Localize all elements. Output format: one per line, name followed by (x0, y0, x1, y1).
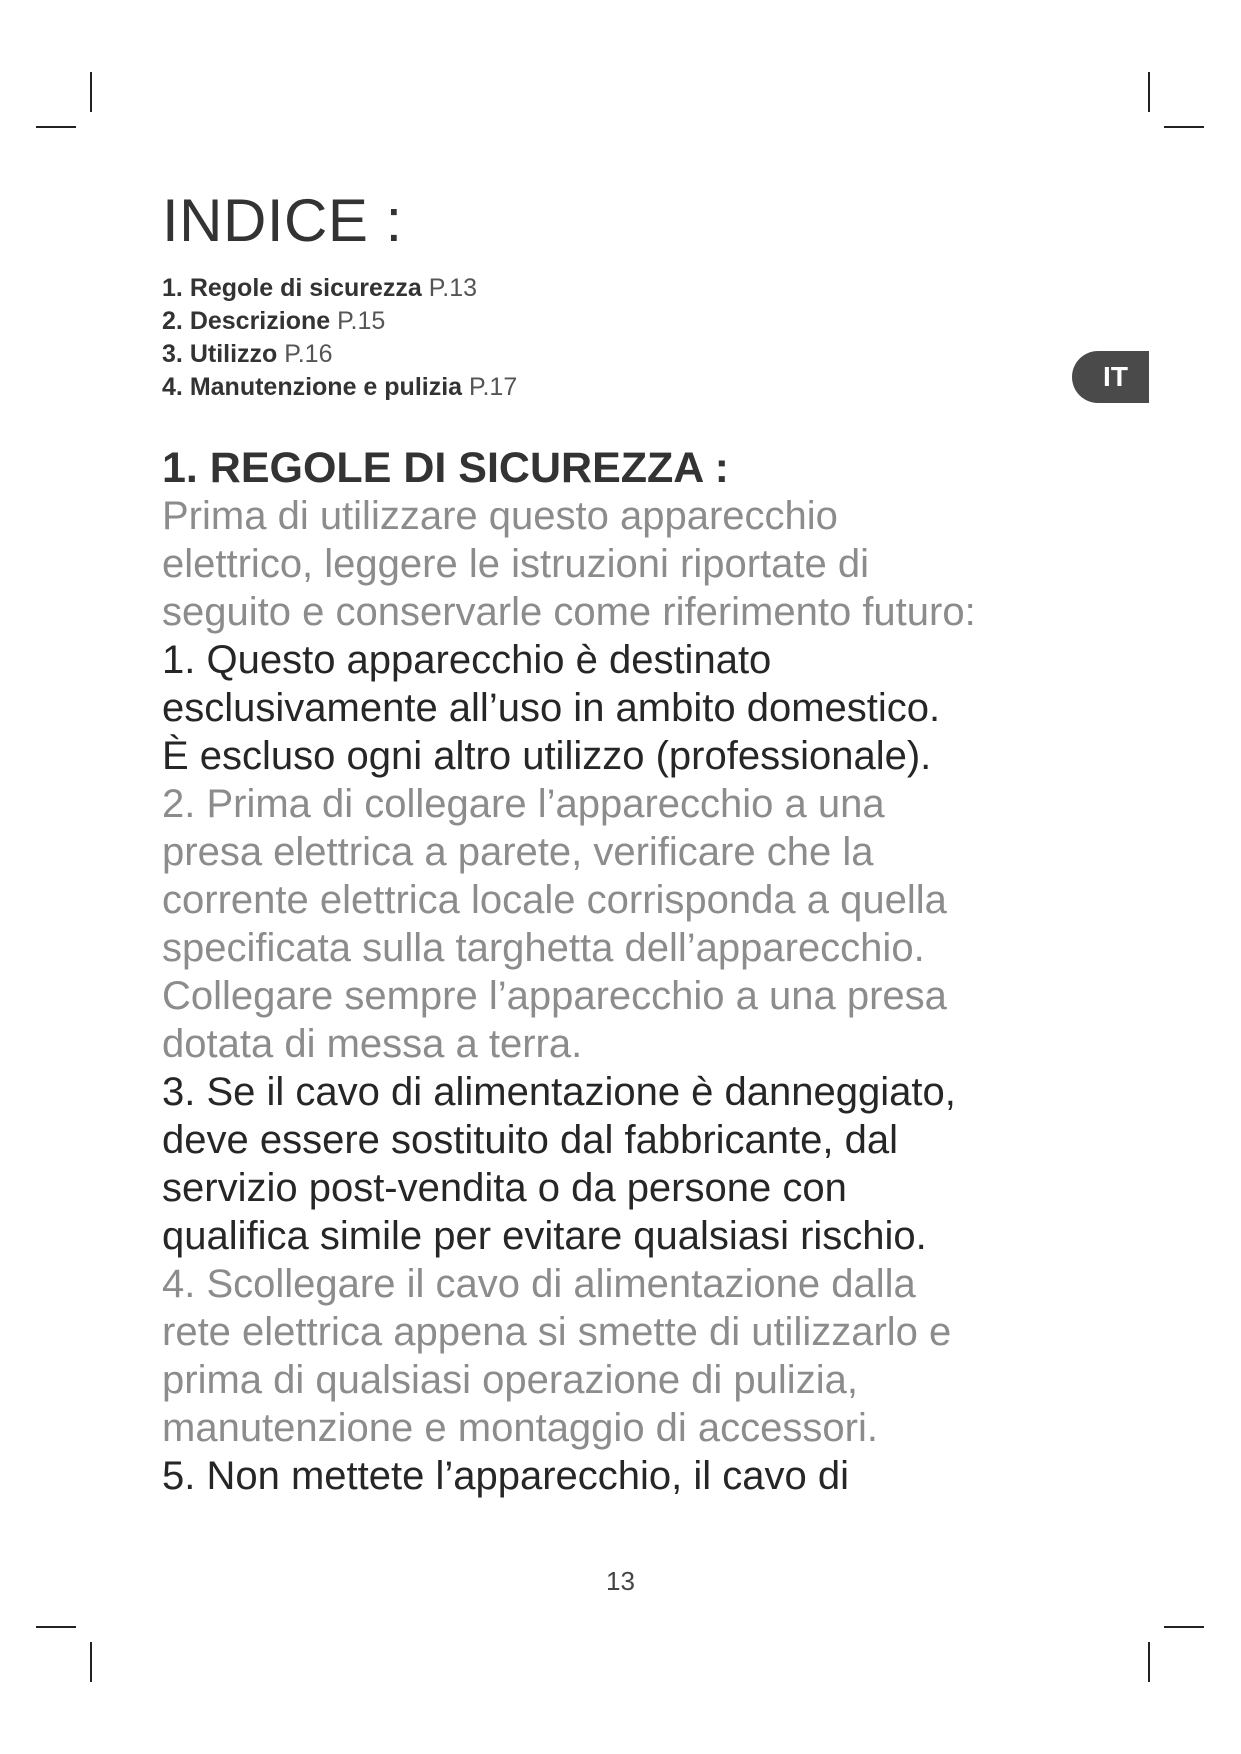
body-line: presa elettrica a parete, verificare che la (162, 830, 874, 874)
toc-entry[interactable] (162, 338, 517, 371)
crop-mark (90, 72, 92, 112)
body-line: seguito e conservarle come riferimento futuro: (162, 590, 976, 634)
body-line: Prima di utilizzare questo apparecchio (162, 494, 838, 538)
toc-page: P.13 (428, 274, 478, 302)
body-line: prima di qualsiasi operazione di pulizia, (162, 1358, 858, 1402)
toc-number: 1. (162, 274, 183, 302)
body-line: specificata sulla targhetta dell’apparecchio. (162, 926, 925, 970)
section-title: 1. REGOLE DI SICUREZZA : (162, 444, 729, 492)
toc-page: P.15 (337, 307, 386, 335)
body-line: servizio post-vendita o da persone con (162, 1166, 847, 1210)
toc-page: P.17 (469, 373, 518, 401)
body-line: rete elettrica appena si smette di utilizzarlo e (162, 1310, 952, 1354)
crop-mark (36, 126, 76, 128)
page-number: 13 (606, 1566, 635, 1596)
crop-mark (1148, 1642, 1150, 1682)
body-line: 4. Scollegare il cavo di alimentazione dalla (162, 1262, 916, 1306)
crop-mark (1148, 72, 1150, 112)
body-line: elettrico, leggere le istruzioni riportate di (162, 542, 870, 586)
crop-mark (1164, 1626, 1204, 1628)
body-line: corrente elettrica locale corrisponda a quella (162, 878, 947, 922)
crop-mark (90, 1642, 92, 1682)
toc-label: Manutenzione e pulizia (189, 373, 463, 401)
body-line: manutenzione e montaggio di accessori. (162, 1406, 878, 1450)
body-line: 3. Se il cavo di alimentazione è danneggiato, (162, 1070, 956, 1114)
body-line: 2. Prima di collegare l’apparecchio a una (162, 782, 885, 826)
toc-number: 3. (162, 340, 183, 368)
toc-page: P.16 (284, 340, 333, 368)
body-line: esclusivamente all’uso in ambito domestico. (162, 686, 941, 730)
toc-entry[interactable] (162, 371, 517, 404)
toc-label: Descrizione (189, 307, 331, 335)
body-line: dotata di messa a terra. (162, 1022, 583, 1066)
crop-mark (36, 1626, 76, 1628)
toc-entry[interactable] (162, 272, 517, 305)
index-title: INDICE : (162, 187, 403, 254)
toc-number: 4. (162, 373, 183, 401)
body-line: 5. Non mettete l’apparecchio, il cavo di (162, 1454, 850, 1498)
body-line: qualifica simile per evitare qualsiasi rischio. (162, 1214, 927, 1258)
body-line: deve essere sostituito dal fabbricante, dal (162, 1118, 898, 1162)
section-body (162, 492, 976, 1500)
toc-number: 2. (162, 307, 183, 335)
body-line: È escluso ogni altro utilizzo (professionale). (162, 734, 932, 778)
body-line: 1. Questo apparecchio è destinato (162, 638, 772, 682)
toc-entry[interactable] (162, 305, 517, 338)
toc-label: Regole di sicurezza (189, 274, 422, 302)
toc-label: Utilizzo (189, 340, 278, 368)
table-of-contents (162, 272, 517, 404)
language-tab[interactable]: IT (1072, 351, 1149, 403)
crop-mark (1164, 126, 1204, 128)
body-line: Collegare sempre l’apparecchio a una presa (162, 974, 947, 1018)
